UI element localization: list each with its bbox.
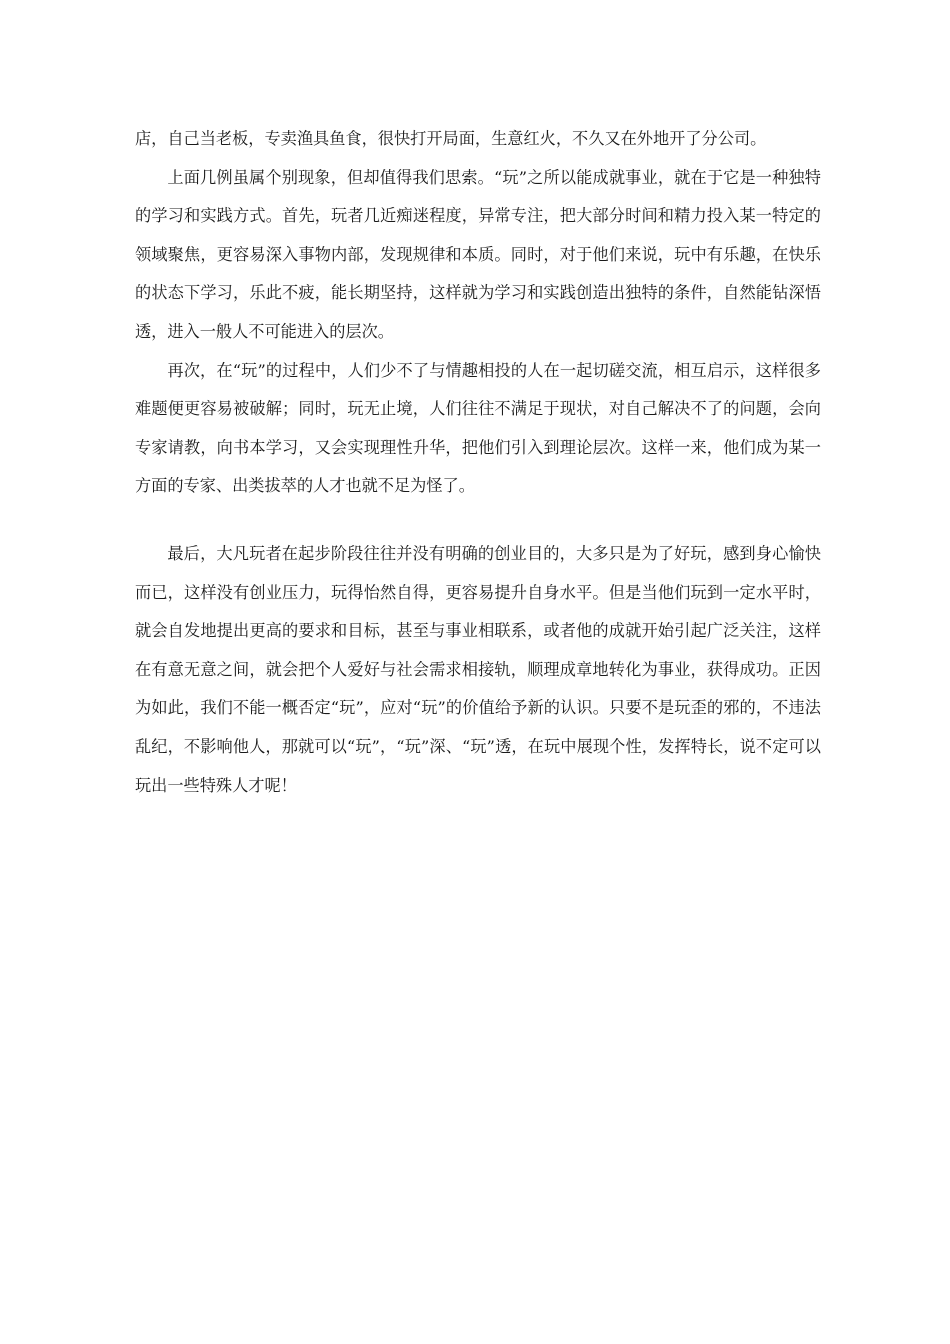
paragraph-reflection: 上面几例虽属个别现象，但却值得我们思索。“玩”之所以能成就事业，就在于它是一种独特的学习和实践方式。首先，玩者几近痴迷程度，异常专注，把大部分时间和精力投入某一特定的领域聚焦，更容易深入事物内部，发现规律和本质。同时，对于他们来说，玩中有乐趣，在快乐的状态下学习，乐此不疲，能长期坚持，这样就为学习和实践创造出独特的条件，自然能钻深悟透，进入一般人不可能进入的层次。	[135, 167, 821, 341]
document-body	[135, 120, 821, 805]
paragraph-continuation: 店，自己当老板，专卖渔具鱼食，很快打开局面，生意红火，不久又在外地开了分公司。	[135, 129, 767, 148]
paragraph-exchange: 再次，在“玩”的过程中，人们少不了与情趣相投的人在一起切磋交流，相互启示，这样很多难题便更容易被破解；同时，玩无止境，人们往往不满足于现状，对自己解决不了的问题，会向专家请教，向书本学习，又会实现理性升华，把他们引入到理论层次。这样一来，他们成为某一方面的专家、出类拔萃的人才也就不足为怪了。	[135, 360, 821, 496]
paragraph-conclusion: 最后，大凡玩者在起步阶段往往并没有明确的创业目的，大多只是为了好玩，感到身心愉快而已，这样没有创业压力，玩得怡然自得，更容易提升自身水平。但是当他们玩到一定水平时，就会自发地提出更高的要求和目标，甚至与事业相联系，或者他的成就开始引起广泛关注，这样在有意无意之间，就会把个人爱好与社会需求相接轨，顺理成章地转化为事业，获得成功。正因为如此，我们不能一概否定“玩”，应对“玩”的价值给予新的认识。只要不是玩歪的邪的，不违法乱纪，不影响他人，那就可以“玩”，“玩”深、“玩”透，在玩中展现个性，发挥特长，说不定可以玩出一些特殊人才呢！	[135, 543, 821, 795]
